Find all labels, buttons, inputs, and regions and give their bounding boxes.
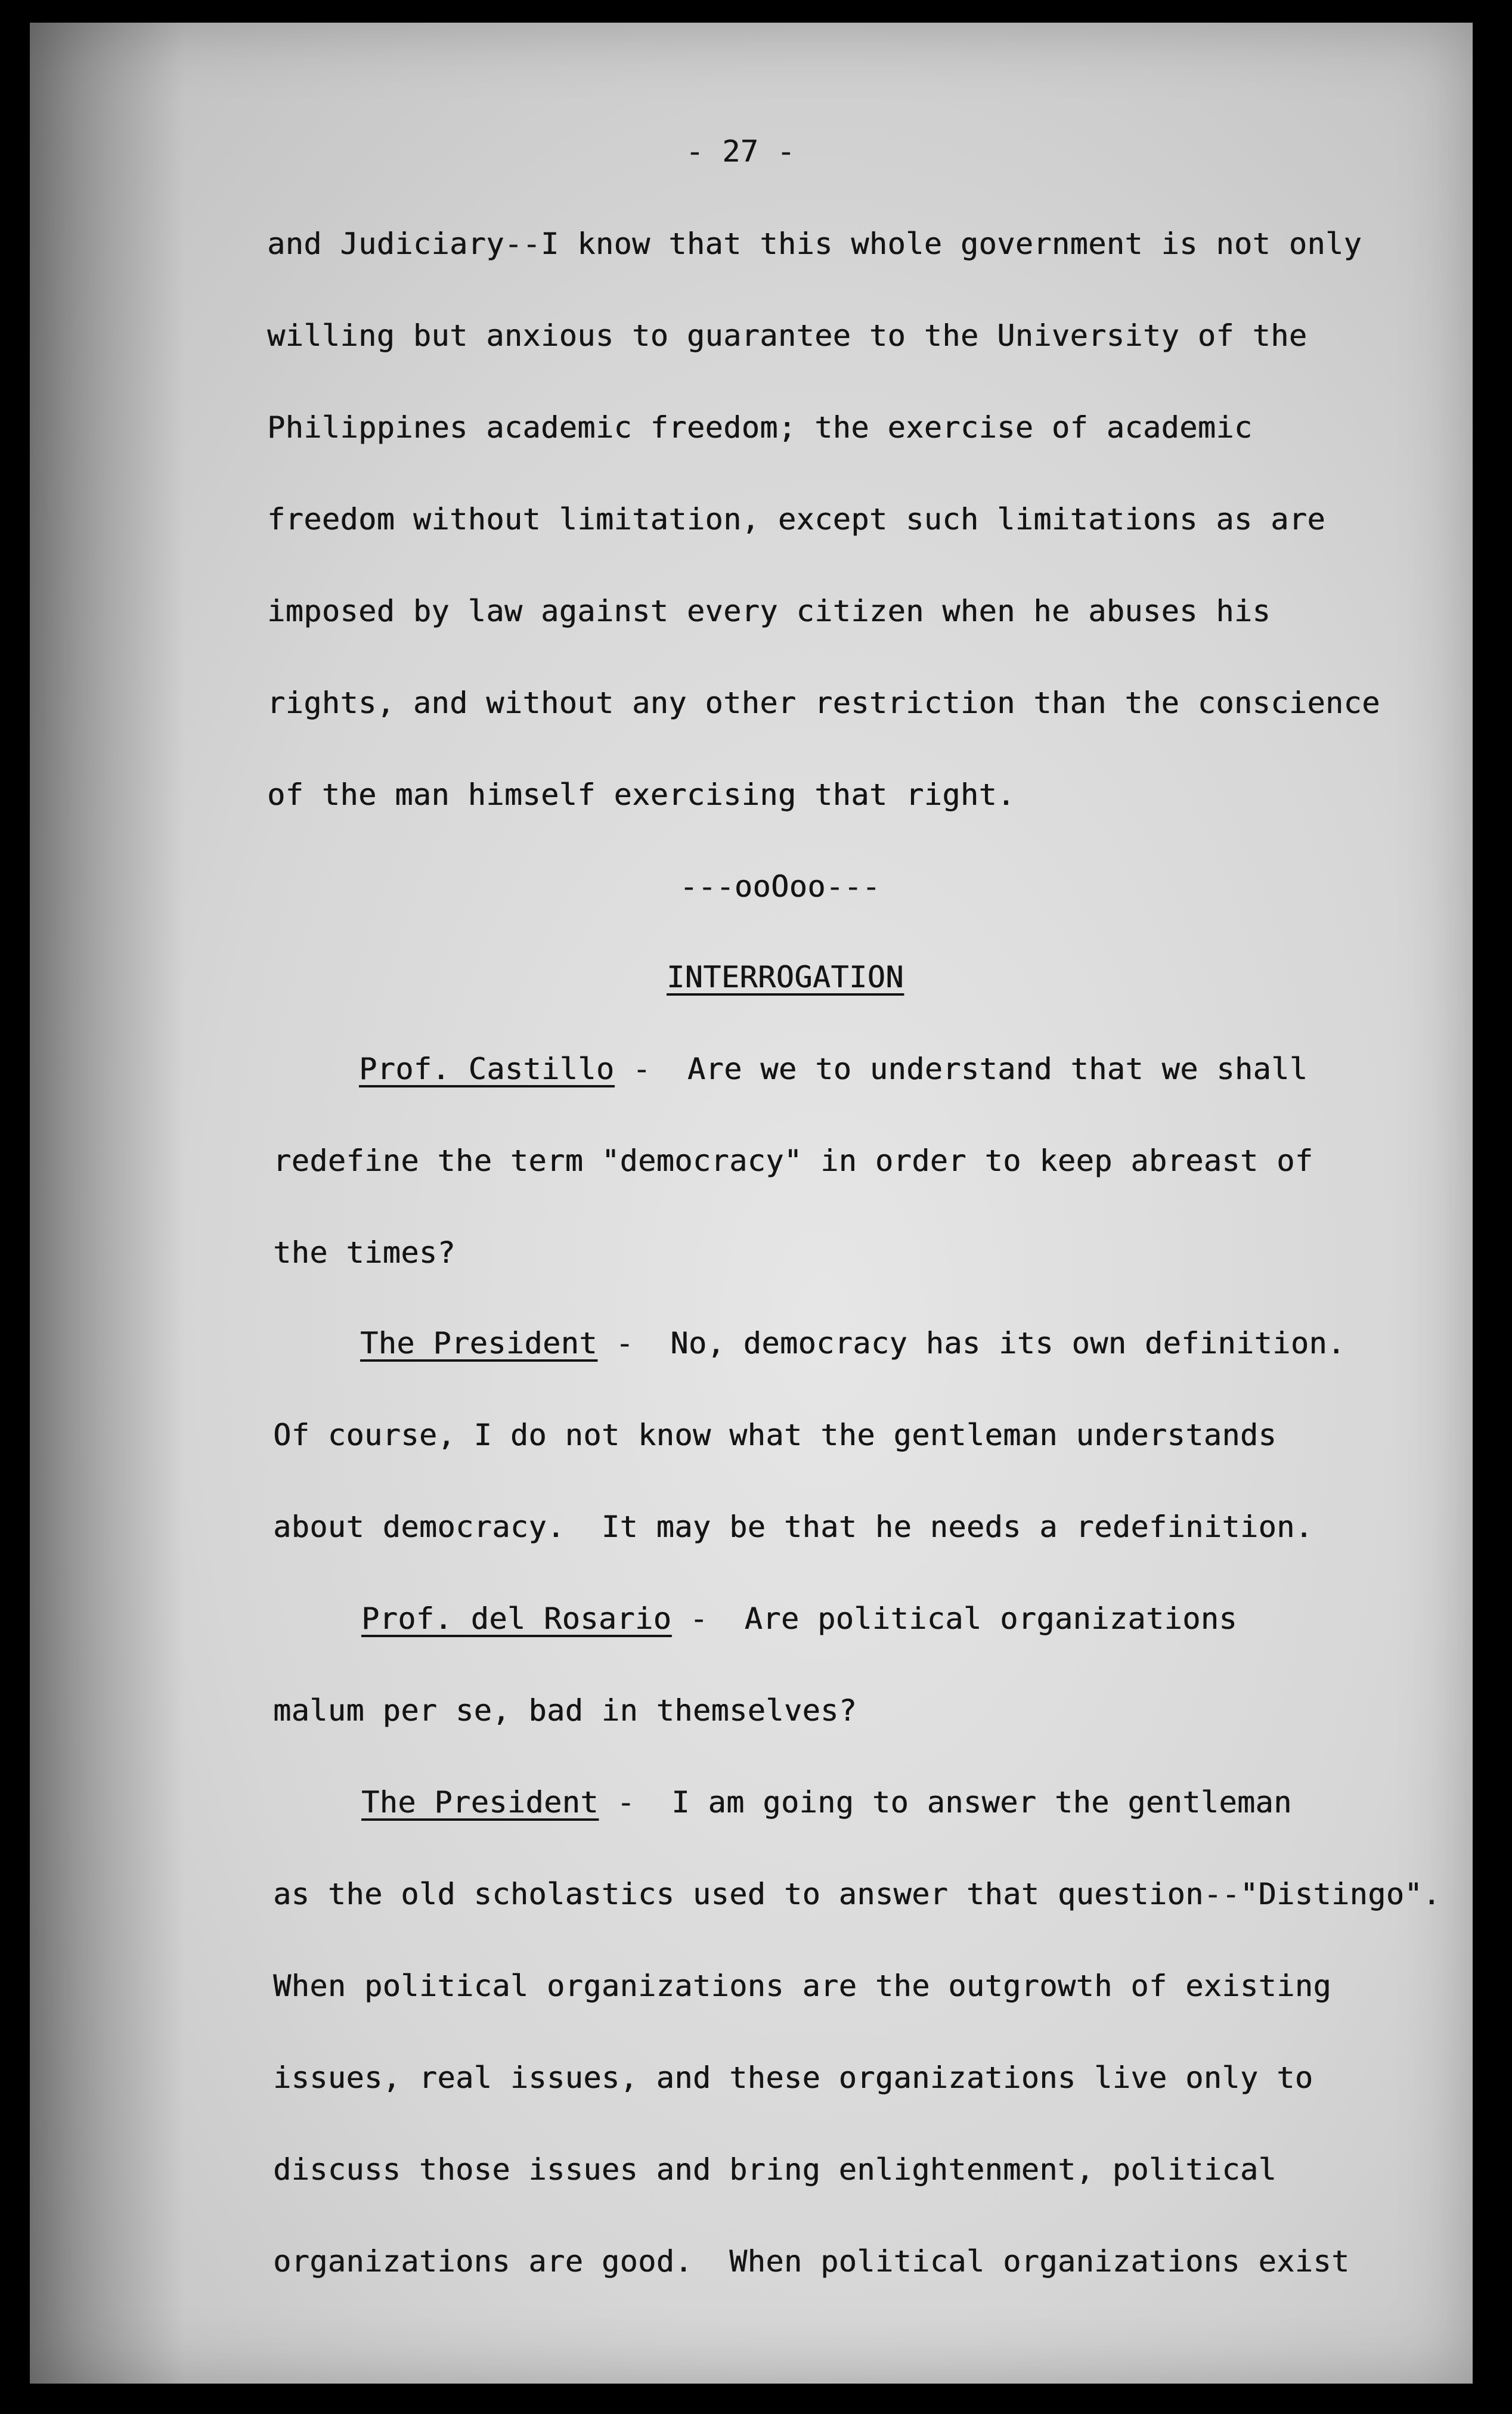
body-line: Philippines academic freedom; the exercise of academic <box>267 410 1253 445</box>
speaker-dash: - <box>671 1601 745 1636</box>
speaker-text: Are we to understand that we shall <box>687 1052 1308 1086</box>
speaker-text: I am going to answer the gentleman <box>671 1785 1292 1820</box>
body-line: rights, and without any other restriction than the conscience <box>267 686 1380 720</box>
section-heading: INTERROGATION <box>667 960 904 994</box>
speaker-name: The President <box>360 1326 597 1361</box>
body-line: discuss those issues and bring enlightenment, political <box>273 2152 1277 2187</box>
body-line: about democracy. It may be that he needs a redefinition. <box>273 1510 1313 1544</box>
body-line: redefine the term "democracy" in order to keep abreast of <box>273 1144 1313 1178</box>
body-line: as the old scholastics used to answer that question--"Distingo". <box>273 1877 1441 1911</box>
body-line: freedom without limitation, except such limitations as are <box>267 502 1325 537</box>
speaker-dash: - <box>614 1052 687 1086</box>
body-line: When political organizations are the outgrowth of existing <box>273 1969 1331 2003</box>
speaker-line <box>361 1601 1237 1636</box>
body-line: and Judiciary--I know that this whole government is not only <box>267 227 1362 261</box>
page-number: - 27 - <box>686 134 795 169</box>
speaker-text: No, democracy has its own definition. <box>670 1326 1346 1361</box>
speaker-dash: - <box>597 1326 671 1361</box>
speaker-dash: - <box>598 1785 672 1820</box>
speaker-line <box>360 1326 1346 1361</box>
body-line: imposed by law against every citizen when he abuses his <box>267 594 1271 628</box>
speaker-name: Prof. Castillo <box>359 1052 615 1086</box>
body-line: organizations are good. When political organizations exist <box>273 2244 1350 2279</box>
document-page <box>30 23 1473 2384</box>
body-line: of the man himself exercising that right. <box>267 777 1015 812</box>
speaker-name: The President <box>361 1785 599 1820</box>
speaker-line <box>361 1785 1292 1820</box>
body-line: willing but anxious to guarantee to the University of the <box>267 318 1307 353</box>
speaker-name: Prof. del Rosario <box>361 1601 672 1636</box>
section-separator: ---ooOoo--- <box>680 869 881 904</box>
body-line: Of course, I do not know what the gentleman understands <box>273 1418 1277 1452</box>
speaker-text: Are political organizations <box>744 1601 1237 1636</box>
body-line: issues, real issues, and these organizations live only to <box>273 2060 1313 2095</box>
speaker-line <box>359 1052 1307 1086</box>
body-line: the times? <box>273 1235 456 1270</box>
body-line: malum per se, bad in themselves? <box>273 1693 857 1728</box>
